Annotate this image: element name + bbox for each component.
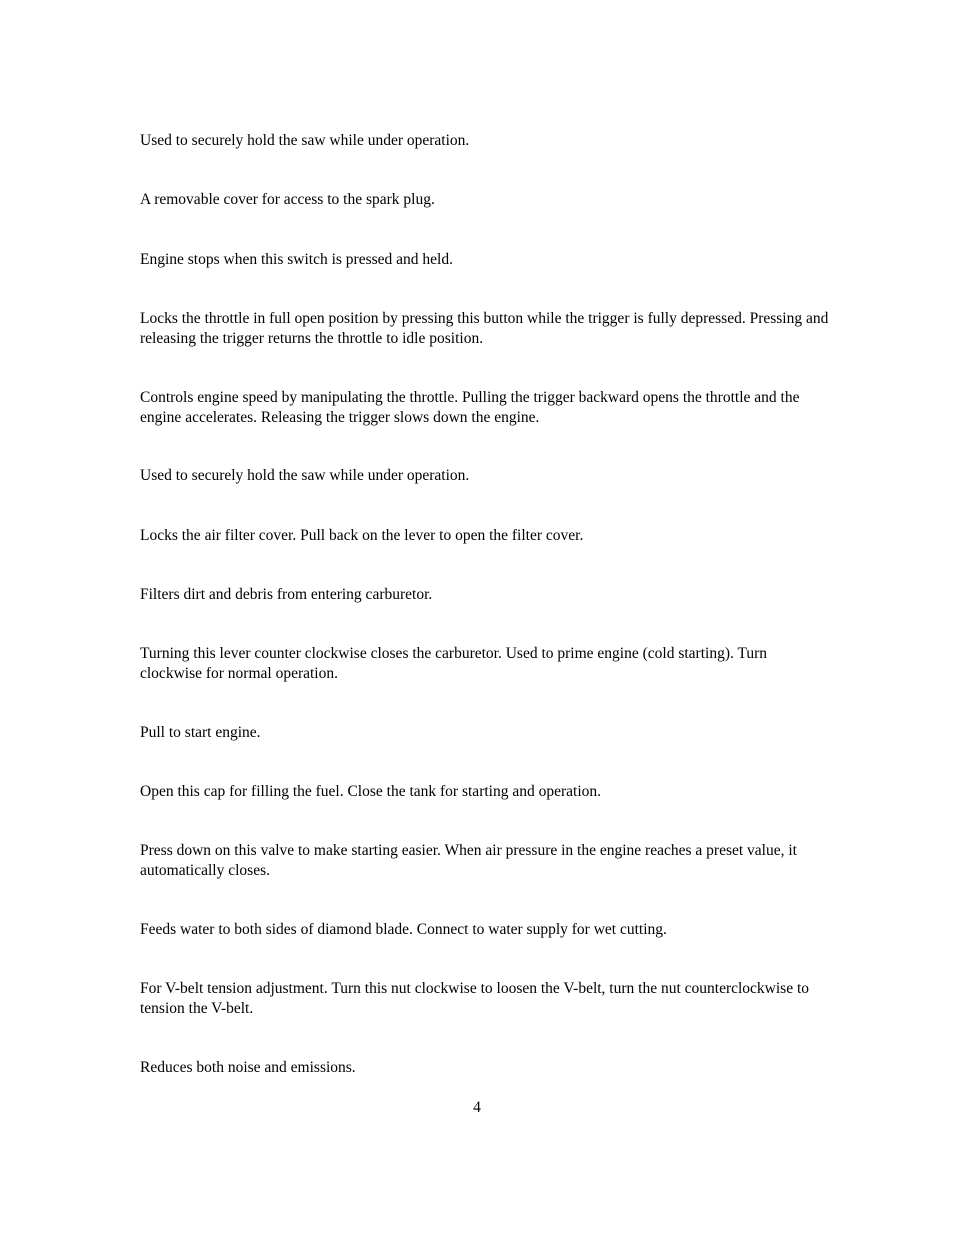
description-starter-handle: Pull to start engine. — [140, 724, 261, 741]
description-muffler: Reduces both noise and emissions. — [140, 1059, 356, 1076]
description-throttle-lock: Locks the throttle in full open position by pressing this button while the trigger is fully depressed. Pressing and releasing the trigger returns the throttle to idle position. — [140, 310, 829, 347]
description-air-filter-lever: Locks the air filter cover. Pull back on the lever to open the filter cover. — [140, 527, 584, 544]
description-stop-switch: Engine stops when this switch is pressed and held. — [140, 251, 453, 268]
description-water-feed: Feeds water to both sides of diamond blade. Connect to water supply for wet cutting. — [140, 921, 667, 938]
description-decompression-valve: Press down on this valve to make starting easier. When air pressure in the engine reaches a preset value, it automatically closes. — [140, 842, 797, 879]
description-spark-plug-cover: A removable cover for access to the spark plug. — [140, 191, 435, 208]
description-air-filter: Filters dirt and debris from entering carburetor. — [140, 586, 433, 603]
description-front-handle: Used to securely hold the saw while under operation. — [140, 132, 470, 149]
description-throttle-trigger: Controls engine speed by manipulating the throttle. Pulling the trigger backward opens the throttle and the engine accelerates. Releasing the trigger slows down the engine. — [140, 389, 800, 426]
description-rear-handle: Used to securely hold the saw while under operation. — [140, 467, 470, 484]
description-choke-lever: Turning this lever counter clockwise closes the carburetor. Used to prime engine (cold starting). Turn clockwise for normal operation. — [140, 645, 768, 682]
description-fuel-cap: Open this cap for filling the fuel. Close the tank for starting and operation. — [140, 783, 602, 800]
page-number: 4 — [473, 1099, 481, 1116]
description-belt-tension-nut: For V-belt tension adjustment. Turn this nut clockwise to loosen the V-belt, turn the nut counterclockwise to tension the V-belt. — [140, 980, 810, 1017]
